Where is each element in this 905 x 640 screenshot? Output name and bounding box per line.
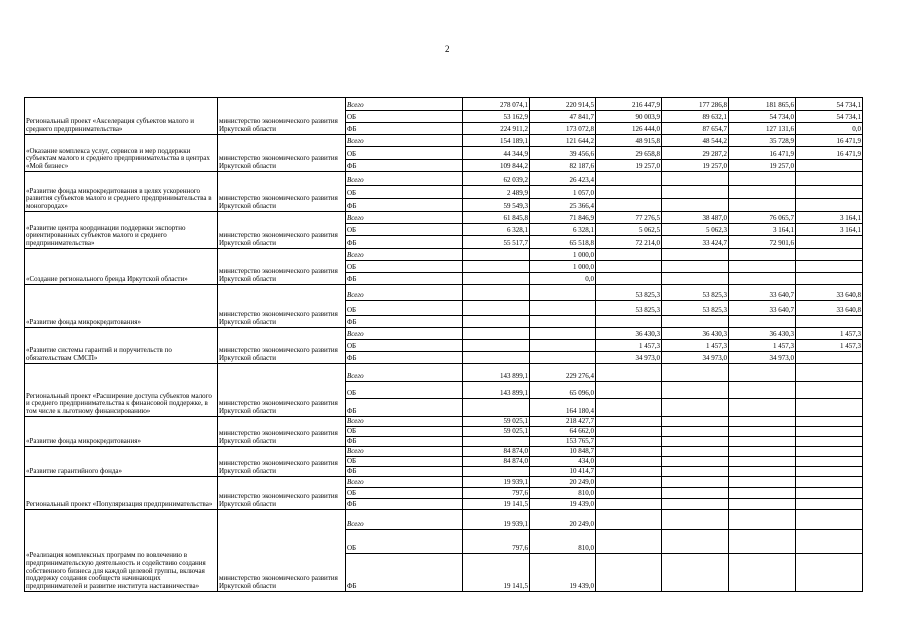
amount-cell: 64 662,0: [530, 427, 596, 437]
amount-cell: 19 939,1: [463, 477, 530, 488]
amount-cell: [796, 457, 863, 467]
amount-cell: 218 427,7: [530, 417, 596, 427]
responsible-organization-cell: министерство экономического развития Иркутской области: [218, 249, 346, 285]
project-name-cell: «Развитие фонда микрокредитования в целях ускоренного развития субъектов малого и среднего предпринимательства в моногородах»: [25, 172, 218, 212]
amount-cell: [530, 301, 596, 316]
funding-source-cell: Всего: [346, 417, 463, 427]
amount-cell: [662, 530, 729, 554]
funding-source-cell: ФБ: [346, 399, 463, 417]
amount-cell: [729, 417, 796, 427]
amount-cell: 797,6: [463, 530, 530, 554]
table-row: [25, 135, 863, 147]
amount-cell: [662, 399, 729, 417]
project-name-cell: «Развитие гарантийного фонда»: [25, 447, 218, 477]
amount-cell: 39 456,6: [530, 147, 596, 160]
table-row: [25, 212, 863, 224]
amount-cell: 19 939,1: [463, 510, 530, 530]
amount-cell: 143 899,1: [463, 364, 530, 382]
amount-cell: 33 424,7: [662, 236, 729, 249]
amount-cell: 6 328,1: [463, 224, 530, 236]
amount-cell: [729, 199, 796, 212]
amount-cell: 154 189,1: [463, 135, 530, 147]
amount-cell: 48 544,2: [662, 135, 729, 147]
amount-cell: 1 457,3: [662, 340, 729, 352]
amount-cell: 71 846,9: [530, 212, 596, 224]
table-row: [25, 364, 863, 382]
amount-cell: [596, 273, 662, 285]
amount-cell: 53 825,3: [662, 301, 729, 316]
amount-cell: 16 471,9: [796, 147, 863, 160]
amount-cell: [796, 554, 863, 592]
amount-cell: 19 141,5: [463, 499, 530, 510]
amount-cell: 810,0: [530, 488, 596, 499]
amount-cell: [463, 352, 530, 364]
funding-source-cell: ОБ: [346, 530, 463, 554]
amount-cell: 224 911,2: [463, 123, 530, 135]
amount-cell: 220 914,5: [530, 98, 596, 111]
responsible-organization-cell: министерство экономического развития Иркутской области: [218, 477, 346, 510]
amount-cell: [463, 273, 530, 285]
amount-cell: [596, 554, 662, 592]
amount-cell: [796, 352, 863, 364]
amount-cell: [796, 172, 863, 186]
project-name-cell: «Развитие фонда микрокредитования»: [25, 417, 218, 447]
amount-cell: 33 640,7: [729, 285, 796, 301]
amount-cell: 59 549,3: [463, 199, 530, 212]
amount-cell: 1 457,3: [796, 340, 863, 352]
amount-cell: 278 074,1: [463, 98, 530, 111]
amount-cell: [596, 488, 662, 499]
amount-cell: 20 249,0: [530, 510, 596, 530]
funding-source-cell: Всего: [346, 328, 463, 340]
amount-cell: [796, 467, 863, 477]
amount-cell: 797,6: [463, 488, 530, 499]
amount-cell: [596, 499, 662, 510]
project-name-cell: «Оказание комплекса услуг, сервисов и мер поддержки субъектам малого и среднего предпринимательства в центрах «Мой бизнес»: [25, 135, 218, 172]
amount-cell: 164 180,4: [530, 399, 596, 417]
amount-cell: 109 844,2: [463, 160, 530, 172]
amount-cell: [463, 261, 530, 273]
amount-cell: [729, 477, 796, 488]
amount-cell: [729, 530, 796, 554]
responsible-organization-cell: министерство экономического развития Иркутской области: [218, 417, 346, 447]
funding-source-cell: ОБ: [346, 224, 463, 236]
amount-cell: 229 276,4: [530, 364, 596, 382]
amount-cell: 59 025,1: [463, 417, 530, 427]
project-name-cell: Региональный проект «Акселерация субъектов малого и среднего предпринимательства»: [25, 98, 218, 135]
project-name-cell: Региональный проект «Популяризация предпринимательства»: [25, 477, 218, 510]
amount-cell: [596, 399, 662, 417]
amount-cell: 29 287,2: [662, 147, 729, 160]
amount-cell: [463, 340, 530, 352]
amount-cell: 34 973,0: [596, 352, 662, 364]
amount-cell: 33 640,8: [796, 285, 863, 301]
amount-cell: [796, 488, 863, 499]
amount-cell: 3 164,1: [796, 224, 863, 236]
amount-cell: [729, 364, 796, 382]
amount-cell: [796, 382, 863, 399]
amount-cell: [530, 328, 596, 340]
amount-cell: 65 518,8: [530, 236, 596, 249]
amount-cell: [796, 261, 863, 273]
amount-cell: 216 447,9: [596, 98, 662, 111]
amount-cell: [662, 186, 729, 199]
amount-cell: 20 249,0: [530, 477, 596, 488]
amount-cell: 62 039,2: [463, 172, 530, 186]
amount-cell: [729, 457, 796, 467]
amount-cell: [729, 382, 796, 399]
amount-cell: 34 973,0: [729, 352, 796, 364]
amount-cell: 26 423,4: [530, 172, 596, 186]
amount-cell: 3 164,1: [796, 212, 863, 224]
amount-cell: [662, 437, 729, 447]
amount-cell: 143 899,1: [463, 382, 530, 399]
amount-cell: [796, 417, 863, 427]
amount-cell: 54 734,1: [796, 111, 863, 123]
amount-cell: [729, 261, 796, 273]
amount-cell: [729, 427, 796, 437]
table-row: [25, 328, 863, 340]
amount-cell: 16 471,9: [796, 135, 863, 147]
table-row: [25, 249, 863, 261]
amount-cell: 19 257,0: [662, 160, 729, 172]
amount-cell: [596, 457, 662, 467]
funding-source-cell: Всего: [346, 510, 463, 530]
amount-cell: [530, 316, 596, 328]
funding-source-cell: Всего: [346, 98, 463, 111]
funding-source-cell: ФБ: [346, 437, 463, 447]
amount-cell: 36 430,3: [662, 328, 729, 340]
amount-cell: [596, 364, 662, 382]
amount-cell: [463, 316, 530, 328]
funding-source-cell: Всего: [346, 249, 463, 261]
amount-cell: [530, 285, 596, 301]
amount-cell: [796, 199, 863, 212]
amount-cell: [662, 382, 729, 399]
amount-cell: [596, 510, 662, 530]
amount-cell: 19 257,0: [596, 160, 662, 172]
amount-cell: [796, 273, 863, 285]
funding-source-cell: Всего: [346, 447, 463, 457]
amount-cell: 76 065,7: [729, 212, 796, 224]
amount-cell: [463, 467, 530, 477]
page-number: 2: [445, 44, 450, 54]
amount-cell: [796, 399, 863, 417]
funding-source-cell: ФБ: [346, 554, 463, 592]
amount-cell: 181 865,6: [729, 98, 796, 111]
amount-cell: 1 457,3: [729, 340, 796, 352]
amount-cell: 153 765,7: [530, 437, 596, 447]
funding-source-cell: ФБ: [346, 499, 463, 510]
amount-cell: [596, 427, 662, 437]
table-row: [25, 98, 863, 111]
amount-cell: 82 187,6: [530, 160, 596, 172]
amount-cell: 55 517,7: [463, 236, 530, 249]
amount-cell: 36 430,3: [729, 328, 796, 340]
amount-cell: [662, 199, 729, 212]
amount-cell: 33 640,7: [729, 301, 796, 316]
funding-source-cell: ФБ: [346, 352, 463, 364]
amount-cell: 84 874,0: [463, 447, 530, 457]
funding-source-cell: ОБ: [346, 427, 463, 437]
amount-cell: 810,0: [530, 530, 596, 554]
amount-cell: [596, 186, 662, 199]
amount-cell: 59 025,1: [463, 427, 530, 437]
amount-cell: 127 131,6: [729, 123, 796, 135]
amount-cell: [796, 499, 863, 510]
funding-source-cell: ФБ: [346, 236, 463, 249]
amount-cell: 10 414,7: [530, 467, 596, 477]
amount-cell: 90 003,9: [596, 111, 662, 123]
funding-source-cell: Всего: [346, 172, 463, 186]
responsible-organization-cell: министерство экономического развития Иркутской области: [218, 172, 346, 212]
amount-cell: 84 874,0: [463, 457, 530, 467]
funding-source-cell: ОБ: [346, 301, 463, 316]
amount-cell: 54 734,0: [729, 111, 796, 123]
amount-cell: 61 845,8: [463, 212, 530, 224]
amount-cell: [530, 352, 596, 364]
amount-cell: 1 457,3: [596, 340, 662, 352]
amount-cell: [796, 236, 863, 249]
funding-source-cell: Всего: [346, 364, 463, 382]
amount-cell: [662, 554, 729, 592]
amount-cell: [596, 382, 662, 399]
amount-cell: 19 257,0: [729, 160, 796, 172]
amount-cell: 53 162,9: [463, 111, 530, 123]
amount-cell: [729, 488, 796, 499]
amount-cell: [662, 510, 729, 530]
amount-cell: 434,0: [530, 457, 596, 467]
responsible-organization-cell: министерство экономического развития Иркутской области: [218, 98, 346, 135]
amount-cell: 1 457,3: [796, 328, 863, 340]
funding-source-cell: ФБ: [346, 123, 463, 135]
amount-cell: [796, 437, 863, 447]
amount-cell: 173 072,8: [530, 123, 596, 135]
amount-cell: [796, 447, 863, 457]
amount-cell: 87 654,7: [662, 123, 729, 135]
amount-cell: [662, 457, 729, 467]
amount-cell: [596, 467, 662, 477]
amount-cell: [662, 261, 729, 273]
amount-cell: 29 658,8: [596, 147, 662, 160]
amount-cell: 1 000,0: [530, 249, 596, 261]
table-row: [25, 417, 863, 427]
funding-source-cell: ФБ: [346, 316, 463, 328]
amount-cell: 3 164,1: [729, 224, 796, 236]
amount-cell: 38 487,0: [662, 212, 729, 224]
responsible-organization-cell: министерство экономического развития Иркутской области: [218, 285, 346, 328]
amount-cell: [729, 554, 796, 592]
amount-cell: [729, 499, 796, 510]
funding-source-cell: Всего: [346, 477, 463, 488]
amount-cell: [596, 316, 662, 328]
amount-cell: [796, 510, 863, 530]
amount-cell: [662, 249, 729, 261]
amount-cell: [662, 427, 729, 437]
amount-cell: [596, 417, 662, 427]
amount-cell: [662, 488, 729, 499]
project-name-cell: «Развитие системы гарантий и поручительств по обязательствам СМСП»: [25, 328, 218, 364]
amount-cell: [729, 467, 796, 477]
funding-source-cell: ОБ: [346, 111, 463, 123]
project-name-cell: «Развитие центра координации поддержки экспортно ориентированных субъектов малого и среднего предпринимательства»: [25, 212, 218, 249]
amount-cell: [796, 477, 863, 488]
amount-cell: [463, 285, 530, 301]
amount-cell: [596, 437, 662, 447]
amount-cell: [596, 447, 662, 457]
amount-cell: 6 328,1: [530, 224, 596, 236]
amount-cell: 2 489,9: [463, 186, 530, 199]
funding-source-cell: ОБ: [346, 488, 463, 499]
funding-source-cell: ОБ: [346, 261, 463, 273]
amount-cell: [796, 316, 863, 328]
table-row: [25, 172, 863, 186]
amount-cell: [729, 172, 796, 186]
amount-cell: 0,0: [796, 123, 863, 135]
amount-cell: [463, 301, 530, 316]
amount-cell: 35 728,9: [729, 135, 796, 147]
amount-cell: [463, 437, 530, 447]
amount-cell: 19 141,5: [463, 554, 530, 592]
amount-cell: [662, 316, 729, 328]
amount-cell: 126 444,0: [596, 123, 662, 135]
responsible-organization-cell: министерство экономического развития Иркутской области: [218, 328, 346, 364]
responsible-organization-cell: министерство экономического развития Иркутской области: [218, 364, 346, 417]
amount-cell: [596, 199, 662, 212]
amount-cell: [729, 249, 796, 261]
amount-cell: [463, 328, 530, 340]
responsible-organization-cell: министерство экономического развития Иркутской области: [218, 447, 346, 477]
amount-cell: [662, 499, 729, 510]
amount-cell: [596, 261, 662, 273]
project-name-cell: Региональный проект «Расширение доступа субъектов малого и среднего предпринимательства к финансовой поддержке, в том числе к льготному финансированию»: [25, 364, 218, 417]
funding-source-cell: ОБ: [346, 340, 463, 352]
amount-cell: [596, 530, 662, 554]
budget-table: [24, 97, 863, 592]
amount-cell: [596, 477, 662, 488]
funding-source-cell: ОБ: [346, 186, 463, 199]
project-name-cell: «Реализация комплексных программ по вовлечению в предпринимательскую деятельность и содействию создания собственного бизнеса для каждой целевой группы, включая поддержку создания сообществ начинающих предпринимателей и развитие института наставничества»: [25, 510, 218, 592]
responsible-organization-cell: министерство экономического развития Иркутской области: [218, 135, 346, 172]
amount-cell: 16 471,9: [729, 147, 796, 160]
funding-source-cell: Всего: [346, 285, 463, 301]
amount-cell: [662, 172, 729, 186]
amount-cell: 5 062,5: [596, 224, 662, 236]
amount-cell: [662, 364, 729, 382]
amount-cell: 47 841,7: [530, 111, 596, 123]
amount-cell: 89 632,1: [662, 111, 729, 123]
amount-cell: [662, 273, 729, 285]
amount-cell: [662, 477, 729, 488]
amount-cell: [662, 447, 729, 457]
table-row: [25, 447, 863, 457]
table-row: [25, 510, 863, 530]
funding-source-cell: ОБ: [346, 457, 463, 467]
amount-cell: 48 915,8: [596, 135, 662, 147]
amount-cell: 19 439,0: [530, 499, 596, 510]
responsible-organization-cell: министерство экономического развития Иркутской области: [218, 212, 346, 249]
table-row: [25, 285, 863, 301]
amount-cell: [796, 364, 863, 382]
funding-source-cell: ФБ: [346, 199, 463, 212]
funding-source-cell: ФБ: [346, 467, 463, 477]
funding-source-cell: ФБ: [346, 160, 463, 172]
amount-cell: 0,0: [530, 273, 596, 285]
funding-source-cell: Всего: [346, 212, 463, 224]
responsible-organization-cell: министерство экономического развития Иркутской области: [218, 510, 346, 592]
amount-cell: [662, 417, 729, 427]
funding-source-cell: ФБ: [346, 273, 463, 285]
amount-cell: 177 286,8: [662, 98, 729, 111]
amount-cell: 65 096,0: [530, 382, 596, 399]
amount-cell: [729, 437, 796, 447]
amount-cell: 33 640,8: [796, 301, 863, 316]
amount-cell: [796, 186, 863, 199]
amount-cell: 54 734,1: [796, 98, 863, 111]
amount-cell: 25 366,4: [530, 199, 596, 212]
funding-source-cell: ОБ: [346, 147, 463, 160]
amount-cell: 10 848,7: [530, 447, 596, 457]
amount-cell: 1 000,0: [530, 261, 596, 273]
amount-cell: 121 644,2: [530, 135, 596, 147]
funding-source-cell: Всего: [346, 135, 463, 147]
amount-cell: [463, 399, 530, 417]
amount-cell: [530, 340, 596, 352]
amount-cell: [729, 316, 796, 328]
amount-cell: 72 214,0: [596, 236, 662, 249]
amount-cell: 36 430,3: [596, 328, 662, 340]
amount-cell: [596, 249, 662, 261]
amount-cell: 53 825,3: [596, 301, 662, 316]
amount-cell: 5 062,3: [662, 224, 729, 236]
amount-cell: [463, 249, 530, 261]
amount-cell: [796, 249, 863, 261]
amount-cell: [796, 160, 863, 172]
amount-cell: [729, 510, 796, 530]
amount-cell: 1 057,0: [530, 186, 596, 199]
amount-cell: [729, 273, 796, 285]
amount-cell: 19 439,0: [530, 554, 596, 592]
amount-cell: 77 276,5: [596, 212, 662, 224]
amount-cell: [662, 467, 729, 477]
project-name-cell: «Развитие фонда микрокредитования»: [25, 285, 218, 328]
amount-cell: [729, 186, 796, 199]
amount-cell: [796, 427, 863, 437]
table-row: [25, 477, 863, 488]
funding-source-cell: ОБ: [346, 382, 463, 399]
amount-cell: [796, 530, 863, 554]
amount-cell: 34 973,0: [662, 352, 729, 364]
amount-cell: 44 344,9: [463, 147, 530, 160]
amount-cell: 53 825,3: [596, 285, 662, 301]
amount-cell: [729, 399, 796, 417]
amount-cell: [596, 172, 662, 186]
project-name-cell: «Создание регионального бренда Иркутской области»: [25, 249, 218, 285]
amount-cell: 72 901,6: [729, 236, 796, 249]
amount-cell: 53 825,3: [662, 285, 729, 301]
amount-cell: [729, 447, 796, 457]
